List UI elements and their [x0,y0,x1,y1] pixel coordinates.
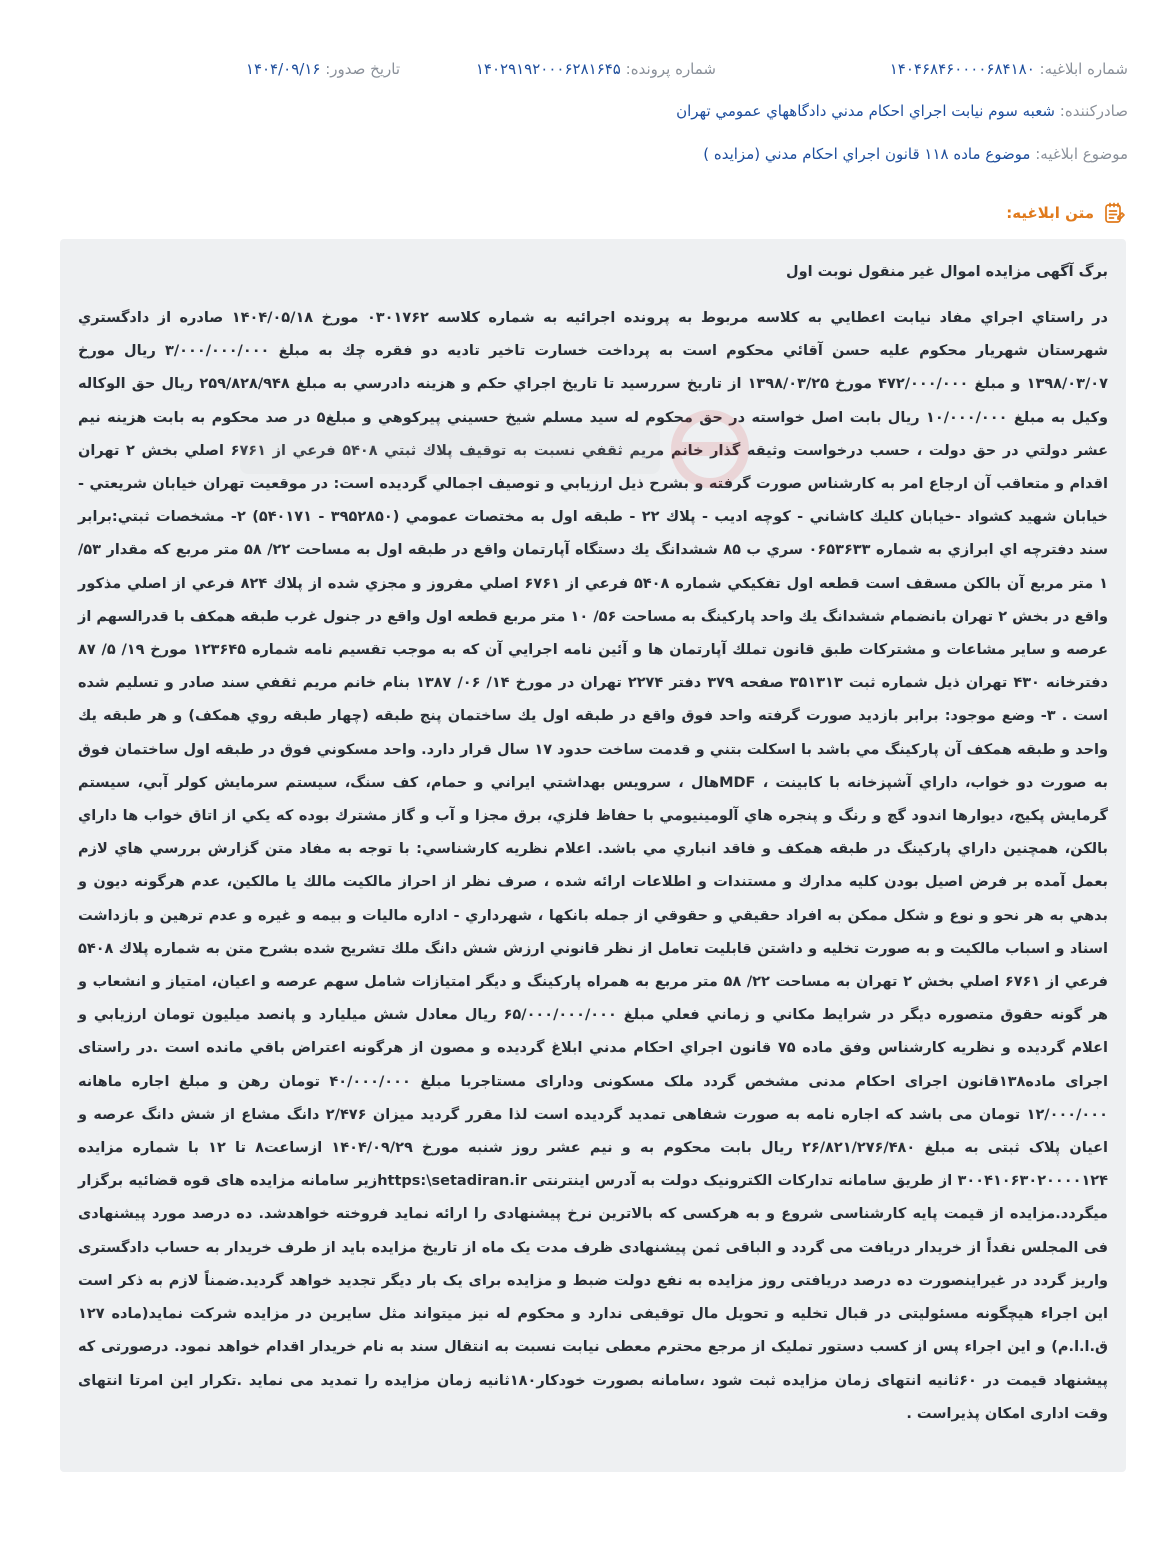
document-title: برگ آگهی مزایده اموال غیر منقول نوبت اول [786,264,1108,280]
subject-value: موضوع ماده ۱۱۸ قانون اجراي احکام مدني (مزايده ) [703,145,1031,163]
case-number-label: شماره پرونده: [625,60,716,78]
notice-text-title: متن ابلاغیه: [1006,204,1094,222]
notice-number-value: ۱۴۰۴۶۸۴۶۰۰۰۰۶۸۴۱۸۰ [889,60,1035,78]
notice-number-label: شماره ابلاغيه: [1039,60,1128,78]
issue-date [246,58,400,80]
case-number-value: ۱۴۰۲۹۱۹۲۰۰۰۶۲۸۱۶۴۵ [475,60,621,78]
document-body: در راستاي اجراي مفاد نيابت اعطايي به كلاسه مربوط به پرونده اجرائيه به شماره كلاسه ۰۳۰۱۷۶۲ مورخ ۱۴۰۴/۰۵/۱۸ صادره از دادگستري شهرستان شهريار محكوم عليه حسن آقائي محكوم است به پرداخت خسارت تاخير تاديه دو فقره چك به مبلغ ۳/۰۰۰/۰۰۰/۰۰۰ ريال مورخ ۱۳۹۸/۰۳/۰۷ و مبلغ ۴۷۲/۰۰۰/۰۰۰ مورخ ۱۳۹۸/۰۳/۲۵ از تاريخ سررسيد تا تاريخ اجراي حكم و هزينه دادرسي به مبلغ ۲۵۹/۸۲۸/۹۴۸ ريال حق الوكاله وكيل به مبلغ ۱۰/۰۰۰/۰۰۰ ريال بابت اصل خواسته در حق محكوم له سيد مسلم شيخ حسيني پيركوهي و مبلغ۵ در صد محكوم به بابت هزينه نيم عشر دولتي در حق دولت ، حسب درخواست وثيقه گذار خانم مريم ثقفي نسبت به توقيف پلاك ثبتي ۵۴۰۸ فرعي از ۶۷۶۱ اصلي بخش ۲ تهران اقدام و متعاقب آن ارجاع امر به كارشناس صورت گرفته و بشرح ذيل ارزيابي و توصيف اجمالي گرديده است: در موقعيت تهران خيابان شريعتي - خيابان شهيد كشواد -خيابان كليك كاشاني - كوچه اديب - پلاك ۲۲ - طبقه اول به مختصات عمومي (۳۹۵۲۸۵۰ - ۵۴۰۱۷۱) ۲- مشخصات ثبتي:برابر سند دفترچه اي ابرازي به شماره ۰۶۵۳۶۳۳ سري ب ۸۵ ششدانگ يك دستگاه آپارتمان واقع در طبقه اول به مساحت ۲۲/ ۵۸ متر مربع كه مقدار ۵۳/ ۱ متر مربع آن بالكن مسقف است قطعه اول تفكيكي شماره ۵۴۰۸ فرعي از ۶۷۶۱ اصلي مفروز و مجزي شده از پلاك ۸۲۴ فرعي از اصلي مذكور واقع در بخش ۲ تهران بانضمام ششدانگ يك واحد پاركينگ به مساحت ۵۶/ ۱۰ متر مربع قطعه اول واقع در جنول غرب طبقه همكف با قدرالسهم از عرصه و ساير مشاعات و مشتركات طبق قانون تملك آپارتمان ها و آئين نامه اجرايي آن كه به موجب تقسيم نامه شماره ۱۲۳۶۴۵ مورخ ۱۹/ ۵/ ۸۷ دفترخانه ۴۳۰ تهران ذيل شماره ثبت ۳۵۱۳۱۳ صفحه ۳۷۹ دفتر ۲۲۷۴ تهران در مورخ ۱۴/ ۰۶/ ۱۳۸۷ بنام خانم مريم ثقفي سند صادر و تسليم شده است . ۳- وضع موجود: برابر بازديد صورت گرفته واحد فوق واقع در طبقه اول يك ساختمان پنج طبقه (چهار طبقه روي همكف) و هر طبقه يك واحد و طبقه همكف آن پاركينگ مي باشد با اسكلت بتني و قدمت ساخت حدود ۱۷ سال قرار دارد. واحد مسكوني فوق در طبقه اول ساختمان فوق به صورت دو خواب، داراي آشپزخانه با كابينت ، MDFهال ، سرويس بهداشتي ايراني و حمام، كف سنگ، سيستم سرمايش كولر آبي، سيستم گرمايش پكيج، ديوارها اندود گچ و رنگ و پنجره هاي آلومينيومي با حفاظ فلزي، برق مجزا و آب و گاز مشترك بوده كه يكي از اتاق خواب ها داراي بالكن، همچنين داراي پاركينگ در طبقه همكف و فاقد انباري مي باشد. اعلام نظريه كارشناسي: با توجه به مفاد متن گزارش بررسي هاي لازم بعمل آمده بر فرض اصيل بودن كليه مدارك و مستندات و اطلاعات ارائه شده ، صرف نظر از احراز مالكيت مالك يا مالكين، عدم هرگونه ديون و بدهي به هر نحو و نوع و شكل ممكن به افراد حقيقي و حقوقي از جمله بانكها ، شهرداري - اداره ماليات و بيمه و غيره و عدم ترهين و بازداشت اسناد و اسباب مالكيت و به صورت تخليه و داشتن قابليت تعامل از نظر قانوني ارزش شش دانگ ملك تشريح شده بشرح متن به شماره پلاك ۵۴۰۸ فرعي از ۶۷۶۱ اصلي بخش ۲ تهران به مساحت ۲۲/ ۵۸ متر مربع به همراه پاركينگ و ديگر امتيازات شامل سهم عرصه و اعيان، امتياز و انشعاب و هر گونه حقوق متصوره ديگر در شرايط مكاني و زماني فعلي مبلغ ۶۵/۰۰۰/۰۰۰/۰۰۰ ريال معادل شش ميليارد و پانصد ميليون تومان ارزيابي و اعلام گرديده و نظريه كارشناس وفق ماده ۷۵ قانون اجراي احكام مدني ابلاغ گرديده و مصون از هرگونه اعتراض باقي مانده است .در راستای اجرای ماده۱۳۸قانون اجرای احکام مدنی مشخص گردد ملک مسکونی ودارای مستاجربا مبلغ ۴۰/۰۰۰/۰۰۰ تومان رهن و مبلغ اجاره ماهانه ۱۲/۰۰۰/۰۰۰ تومان می باشد که اجاره نامه به صورت شفاهی تمدید گردیده است لذا مقرر گردید میزان ۲/۴۷۶ دانگ مشاع از شش دانگ عرصه و اعیان پلاک ثبتی به مبلغ ۲۶/۸۲۱/۲۷۶/۴۸۰ ريال بابت محکوم به و نیم عشر روز شنبه مورخ ۱۴۰۴/۰۹/۲۹ ازساعت۸ تا ۱۲ با شماره مزایده ۳۰۰۴۱۰۶۳۰۲۰۰۰۰۱۲۴ از طریق سامانه تدارکات الکترونیک دولت به آدرس اینترنتی https:\setadiran.irزیر سامانه مزایده های قوه قضائیه برگزار میگردد.مزایده از قیمت پایه کارشناسی شروع و به هرکسی که بالاترین نرخ پیشنهادی را ارائه نماید فروخته خواهدشد. ده درصد مورد پیشنهادی فی المجلس نقداً از خریدار دریافت می گردد و الباقی ثمن پیشنهادی ظرف مدت یک ماه از تاریخ مزایده باید از طرف خریدار به حساب دادگستری واریز گردد در غیراینصورت ده درصد دریافتی روز مزایده به نفع دولت ضبط و مزایده برای یک بار دیگر تجدید خواهد گردید.ضمناً لازم به ذکر است این اجراء هیچگونه مسئولیتی در قبال تخلیه و تحویل مال توقیفی ندارد و محکوم له نیز میتواند مثل سایرین در مزایده شرکت نماید(ماده ۱۲۷ ق.ا.ا.م) و این اجراء پس از کسب دستور تملیک از مرجع محترم معطی نیابت نسبت به انتقال سند به نام خریدار اقدام خواهد نمود. درصورتی که پیشنهاد قیمت در ۶۰ثانیه انتهای زمان مزایده ثبت شود ،سامانه بصورت خودکار۱۸۰ثانیه زمان مزایده را تمدید می نماید .تکرار این امرتا انتهای وقت اداری امکان پذیراست . [78,310,1109,1422]
issuer-row [46,100,1128,122]
subject-row [46,143,1128,165]
case-number [476,58,716,80]
issuer-value: شعبه سوم نيابت اجراي احکام مدني دادگاههاي عمومي تهران [676,102,1055,120]
issue-date-value: ۱۴۰۴/۰۹/۱۶ [245,60,321,78]
notice-text-box [60,239,1126,1472]
subject-label: موضوع ابلاغيه: [1035,145,1128,163]
notice-text-heading [1006,201,1126,225]
document-note-icon [1102,201,1126,225]
issue-date-label: تاريخ صدور: [325,60,400,78]
issuer-label: صادرکننده: [1059,102,1128,120]
notice-number [890,58,1128,80]
